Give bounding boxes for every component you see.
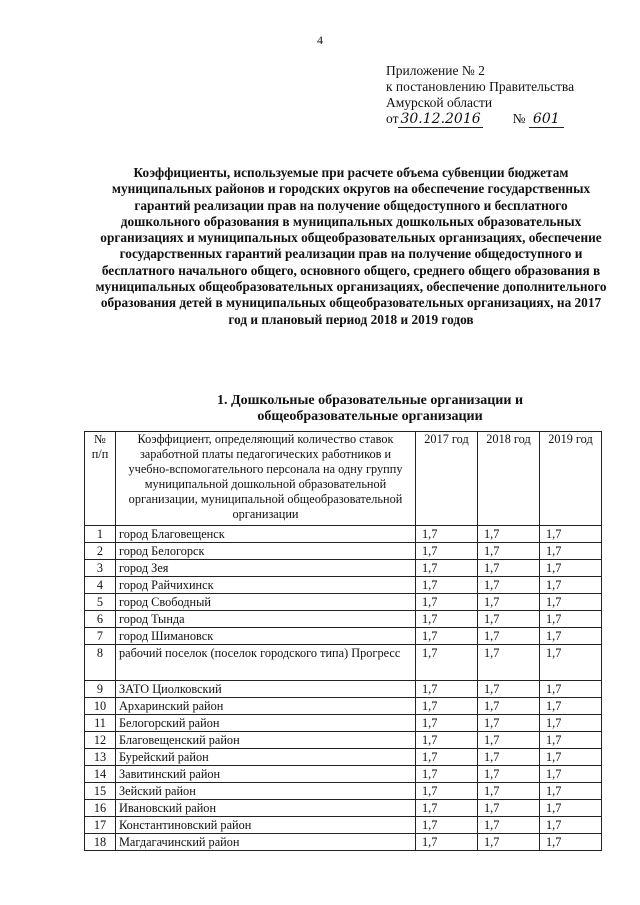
table-row	[85, 732, 602, 749]
number-label: №	[512, 111, 526, 126]
row-number: 1	[85, 526, 116, 543]
table-row	[85, 698, 602, 715]
value-2018: 1,7	[478, 698, 540, 715]
value-2017: 1,7	[416, 628, 478, 645]
table-body	[85, 526, 602, 851]
row-number: 10	[85, 698, 116, 715]
value-2017: 1,7	[416, 526, 478, 543]
table-row	[85, 594, 602, 611]
value-2018: 1,7	[478, 800, 540, 817]
value-2019: 1,7	[540, 645, 602, 681]
value-2017: 1,7	[416, 543, 478, 560]
document-title: Коэффициенты, используемые при расчете объема субвенции бюджетам муниципальных районов и городских округов на обеспечение государственных гарантий реализации прав на получение общедоступного и бесплатного дошкольного образования в муниципальных дошкольных образовательных организациях и муниципальных общеобразовательных организациях, обеспечение государственных гарантий реализации прав на получение общедоступного и бесплатного начального общего, основного общего, среднего общего образования в муниципальных общеобразовательных организациях, обеспечение дополнительного образования детей в муниципальных общеобразовательных организациях, на 2017 год и плановый период 2018 и 2019 годов	[95, 165, 607, 327]
row-name: Магдагачинский район	[116, 834, 416, 851]
value-2019: 1,7	[540, 698, 602, 715]
row-name: Зейский район	[116, 783, 416, 800]
row-number: 5	[85, 594, 116, 611]
value-2017: 1,7	[416, 715, 478, 732]
value-2017: 1,7	[416, 766, 478, 783]
table-row	[85, 611, 602, 628]
value-2017: 1,7	[416, 645, 478, 681]
value-2017: 1,7	[416, 560, 478, 577]
value-2017: 1,7	[416, 732, 478, 749]
header-2018: 2018 год	[478, 432, 540, 526]
row-name: Благовещенский район	[116, 732, 416, 749]
row-name: рабочий поселок (поселок городского типа) Прогресс	[116, 645, 416, 681]
value-2017: 1,7	[416, 800, 478, 817]
value-2018: 1,7	[478, 628, 540, 645]
value-2019: 1,7	[540, 560, 602, 577]
table-row	[85, 560, 602, 577]
table-row	[85, 783, 602, 800]
row-number: 9	[85, 681, 116, 698]
value-2017: 1,7	[416, 681, 478, 698]
value-2017: 1,7	[416, 611, 478, 628]
value-2017: 1,7	[416, 749, 478, 766]
value-2018: 1,7	[478, 732, 540, 749]
value-2019: 1,7	[540, 543, 602, 560]
row-number: 7	[85, 628, 116, 645]
value-2017: 1,7	[416, 834, 478, 851]
table-row	[85, 543, 602, 560]
value-2018: 1,7	[478, 526, 540, 543]
decree-date: 30.12.2016	[400, 111, 481, 127]
value-2018: 1,7	[478, 594, 540, 611]
value-2019: 1,7	[540, 681, 602, 698]
value-2018: 1,7	[478, 577, 540, 594]
appendix-line-3: Амурской области	[386, 95, 493, 110]
row-name: город Шимановск	[116, 628, 416, 645]
row-number: 13	[85, 749, 116, 766]
header-num: № п/п	[85, 432, 116, 526]
table-row	[85, 577, 602, 594]
value-2019: 1,7	[540, 577, 602, 594]
row-name: город Тында	[116, 611, 416, 628]
row-number: 11	[85, 715, 116, 732]
value-2018: 1,7	[478, 766, 540, 783]
value-2019: 1,7	[540, 611, 602, 628]
value-2019: 1,7	[540, 834, 602, 851]
value-2018: 1,7	[478, 611, 540, 628]
value-2019: 1,7	[540, 817, 602, 834]
row-number: 6	[85, 611, 116, 628]
row-name: Архаринский район	[116, 698, 416, 715]
value-2017: 1,7	[416, 817, 478, 834]
row-name: ЗАТО Циолковский	[116, 681, 416, 698]
value-2019: 1,7	[540, 628, 602, 645]
value-2018: 1,7	[478, 834, 540, 851]
row-name: Константиновский район	[116, 817, 416, 834]
table-row	[85, 628, 602, 645]
value-2019: 1,7	[540, 800, 602, 817]
value-2017: 1,7	[416, 577, 478, 594]
row-number: 2	[85, 543, 116, 560]
header-2019: 2019 год	[540, 432, 602, 526]
row-number: 15	[85, 783, 116, 800]
value-2018: 1,7	[478, 645, 540, 681]
value-2018: 1,7	[478, 560, 540, 577]
table-row	[85, 526, 602, 543]
coefficients-table	[84, 431, 602, 851]
table-row	[85, 766, 602, 783]
value-2018: 1,7	[478, 543, 540, 560]
appendix-block	[386, 63, 574, 127]
value-2018: 1,7	[478, 681, 540, 698]
value-2017: 1,7	[416, 594, 478, 611]
row-number: 8	[85, 645, 116, 681]
value-2019: 1,7	[540, 766, 602, 783]
row-name: город Зея	[116, 560, 416, 577]
value-2019: 1,7	[540, 783, 602, 800]
row-name: город Белогорск	[116, 543, 416, 560]
appendix-line-2: к постановлению Правительства	[386, 79, 575, 94]
table-row	[85, 645, 602, 681]
value-2017: 1,7	[416, 783, 478, 800]
value-2017: 1,7	[416, 698, 478, 715]
table-row	[85, 749, 602, 766]
value-2019: 1,7	[540, 594, 602, 611]
appendix-date-line	[386, 111, 574, 127]
table-row	[85, 834, 602, 851]
row-number: 12	[85, 732, 116, 749]
header-2017: 2017 год	[416, 432, 478, 526]
row-number: 3	[85, 560, 116, 577]
row-name: Ивановский район	[116, 800, 416, 817]
row-number: 4	[85, 577, 116, 594]
row-number: 17	[85, 817, 116, 834]
row-name: город Благовещенск	[116, 526, 416, 543]
page-number: 4	[317, 33, 323, 47]
value-2018: 1,7	[478, 817, 540, 834]
table-row	[85, 817, 602, 834]
value-2019: 1,7	[540, 715, 602, 732]
value-2018: 1,7	[478, 715, 540, 732]
row-name: Белогорский район	[116, 715, 416, 732]
row-number: 14	[85, 766, 116, 783]
value-2019: 1,7	[540, 749, 602, 766]
value-2018: 1,7	[478, 749, 540, 766]
appendix-line-1: Приложение № 2	[386, 63, 485, 78]
section-title: 1. Дошкольные образовательные организации и общеобразовательные организации	[216, 393, 524, 424]
table-row	[85, 715, 602, 732]
table-row	[85, 681, 602, 698]
row-number: 16	[85, 800, 116, 817]
header-coefficient: Коэффициент, определяющий количество ставок заработной платы педагогических работников и учебно-вспомогательного персонала на одну группу муниципальной дошкольной образовательной организации, муниципальной общеобразовательной организации	[116, 432, 416, 526]
row-name: город Свободный	[116, 594, 416, 611]
decree-number: 601	[529, 111, 564, 128]
value-2018: 1,7	[478, 783, 540, 800]
value-2019: 1,7	[540, 732, 602, 749]
table-header-row	[85, 432, 602, 526]
value-2019: 1,7	[540, 526, 602, 543]
table-row	[85, 800, 602, 817]
date-prefix: от	[386, 111, 399, 126]
row-number: 18	[85, 834, 116, 851]
row-name: Бурейский район	[116, 749, 416, 766]
row-name: Завитинский район	[116, 766, 416, 783]
row-name: город Райчихинск	[116, 577, 416, 594]
